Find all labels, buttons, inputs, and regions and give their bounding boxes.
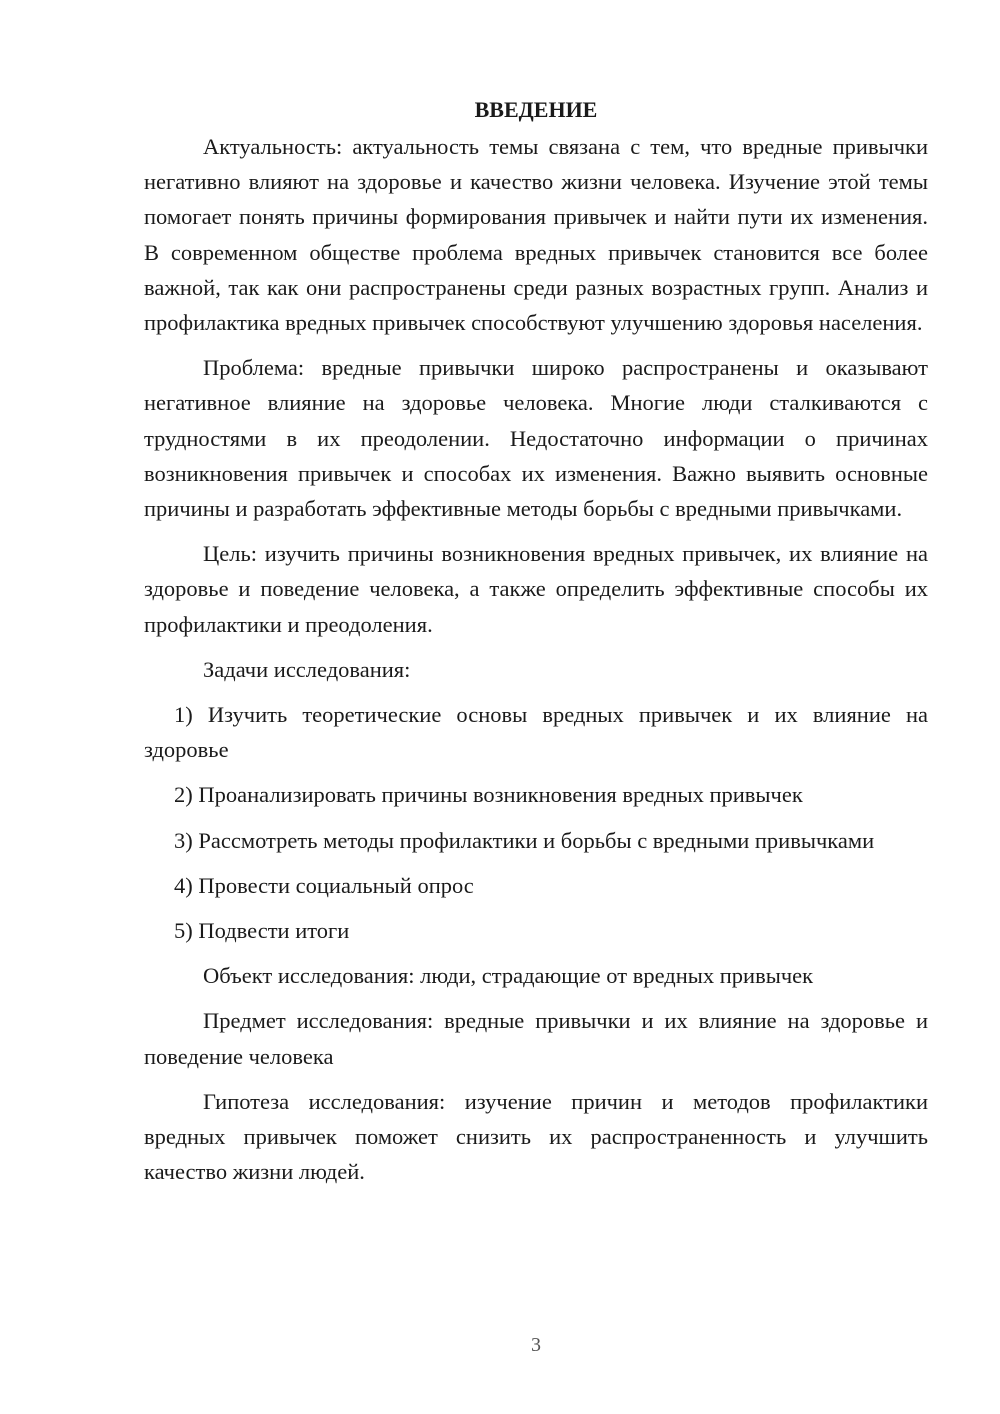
task-item: 1) Изучить теоретические основы вредных привычек и их влияние на здоровье [144,702,928,763]
page-number: 3 [531,1334,541,1356]
paragraph-relevance: Актуальность: актуальность темы связана с тем, что вредные привычки негативно влияют на здоровье и качество жизни человека. Изучение этой темы помогает понять причины формирования привычек и найти пути их изменения. В современном обществе проблема вредных привычек становится все более важной, так как они распространены среди разных возрастных групп. Анализ и профилактика вредных привычек способствуют улучшению здоровья населения. [144,134,928,336]
task-item: 3) Рассмотреть методы профилактики и борьбы с вредными привычками [174,827,875,853]
section-heading: ВВЕДЕНИЕ [474,97,598,122]
paragraph-object: Объект исследования: люди, страдающие от вредных привычек [203,963,814,989]
paragraph-tasks-heading: Задачи исследования: [203,656,411,682]
paragraph-subject: Предмет исследования: вредные привычки и их влияние на здоровье и поведение человека [144,1008,928,1069]
paragraph-goal: Цель: изучить причины возникновения вредных привычек, их влияние на здоровье и поведение человека, а также определить эффективные способы их профилактики и преодоления. [144,541,928,637]
paragraph-hypothesis: Гипотеза исследования: изучение причин и методов профилактики вредных привычек поможет снизить их распространенность и улучшить качество жизни людей. [144,1088,928,1185]
task-item: 4) Провести социальный опрос [174,872,474,898]
task-item: 2) Проанализировать причины возникновения вредных привычек [174,782,803,808]
paragraph-problem: Проблема: вредные привычки широко распространены и оказывают негативное влияние на здоровье человека. Многие люди сталкиваются с трудностями в их преодолении. Недостаточно информации о причинах возникновения привычек и способах их изменения. Важно выявить основные причины и разработать эффективные методы борьбы с вредными привычками. [144,355,928,522]
task-item: 5) Подвести итоги [174,918,350,944]
document-page [144,92,928,1199]
